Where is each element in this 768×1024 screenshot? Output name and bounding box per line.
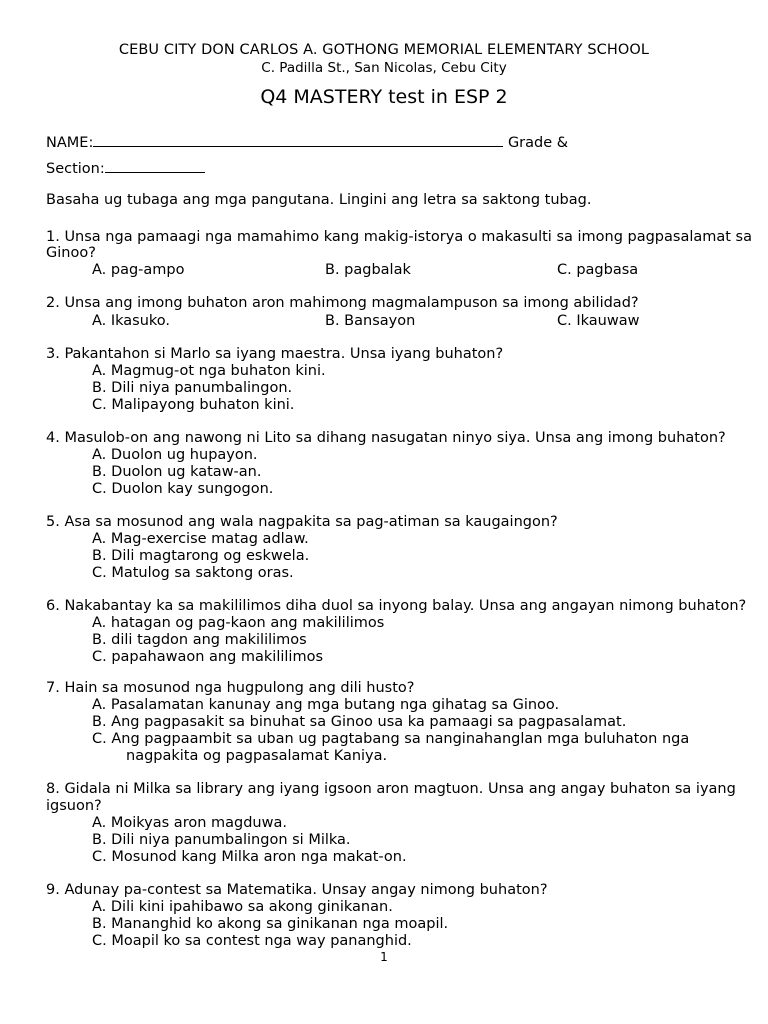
section-label: Section:: [46, 161, 105, 177]
question-5: 5. Asa sa mosunod ang wala nagpakita sa pag-atiman sa kaugaingon?: [46, 514, 558, 530]
q7-option-c-cont: nagpakita og pagpasalamat Kaniya.: [126, 748, 388, 764]
question-8: 8. Gidala ni Milka sa library ang iyang igsoon aron magtuon. Unsa ang angay buhaton sa iyang: [46, 781, 736, 797]
q5-option-c[interactable]: C. Matulog sa saktong oras.: [92, 565, 294, 581]
q2-option-b[interactable]: B. Bansayon: [325, 313, 416, 329]
school-address: C. Padilla St., San Nicolas, Cebu City: [261, 60, 507, 76]
q1-option-b[interactable]: B. pagbalak: [325, 262, 411, 278]
q9-option-c[interactable]: C. Moapil ko sa contest nga way pananghid.: [92, 933, 412, 949]
question-1: 1. Unsa nga pamaagi nga mamahimo kang makig-istorya o makasulti sa imong pagpasalamat sa: [46, 229, 752, 245]
q6-option-a[interactable]: A. hatagan og pag-kaon ang makililimos: [92, 615, 385, 631]
q9-option-b[interactable]: B. Mananghid ko akong sa ginikanan nga moapil.: [92, 916, 449, 932]
q4-option-a[interactable]: A. Duolon ug hupayon.: [92, 447, 258, 463]
q6-option-b[interactable]: B. dili tagdon ang makililimos: [92, 632, 307, 648]
q3-option-c[interactable]: C. Malipayong buhaton kini.: [92, 397, 295, 413]
grade-label: Grade &: [507, 135, 569, 151]
q4-option-b[interactable]: B. Duolon ug kataw-an.: [92, 464, 262, 480]
q6-option-c[interactable]: C. papahawaon ang makililimos: [92, 649, 324, 665]
q7-option-b[interactable]: B. Ang pagpasakit sa binuhat sa Ginoo usa ka pamaagi sa pagpasalamat.: [92, 714, 627, 730]
section-line: [46, 158, 205, 177]
q4-option-c[interactable]: C. Duolon kay sungogon.: [92, 481, 274, 497]
school-name: CEBU CITY DON CARLOS A. GOTHONG MEMORIAL ELEMENTARY SCHOOL: [118, 42, 650, 58]
question-3: 3. Pakantahon si Marlo sa iyang maestra. Unsa iyang buhaton?: [46, 346, 504, 362]
section-blank[interactable]: [105, 158, 205, 173]
question-7: 7. Hain sa mosunod nga hugpulong ang dili husto?: [46, 680, 415, 696]
name-blank[interactable]: [93, 132, 503, 147]
question-4: 4. Masulob-on ang nawong ni Lito sa dihang nasugatan ninyo siya. Unsa ang imong buhaton?: [46, 430, 726, 446]
instructions: Basaha ug tubaga ang mga pangutana. Lingini ang letra sa saktong tubag.: [46, 192, 592, 208]
q7-option-c[interactable]: C. Ang pagpaambit sa uban ug pagtabang sa nanginahanglan mga buluhaton nga: [92, 731, 690, 747]
name-line: [46, 132, 568, 151]
name-label: NAME:: [46, 135, 94, 151]
q9-option-a[interactable]: A. Dili kini ipahibawo sa akong ginikanan.: [92, 899, 393, 915]
q5-option-a[interactable]: A. Mag-exercise matag adlaw.: [92, 531, 309, 547]
question-8-cont: igsuon?: [46, 798, 102, 814]
question-6: 6. Nakabantay ka sa makililimos diha duol sa inyong balay. Unsa ang angayan nimong buhaton?: [46, 598, 747, 614]
q8-option-b[interactable]: B. Dili niya panumbalingon si Milka.: [92, 832, 351, 848]
page-number: 1: [380, 950, 388, 964]
question-1-cont: Ginoo?: [46, 245, 96, 261]
q5-option-b[interactable]: B. Dili magtarong og eskwela.: [92, 548, 310, 564]
q8-option-c[interactable]: C. Mosunod kang Milka aron nga makat-on.: [92, 849, 407, 865]
q3-option-b[interactable]: B. Dili niya panumbalingon.: [92, 380, 293, 396]
q3-option-a[interactable]: A. Magmug-ot nga buhaton kini.: [92, 363, 326, 379]
q2-option-a[interactable]: A. Ikasuko.: [92, 313, 171, 329]
q8-option-a[interactable]: A. Moikyas aron magduwa.: [92, 815, 287, 831]
q7-option-a[interactable]: A. Pasalamatan kanunay ang mga butang nga gihatag sa Ginoo.: [92, 697, 560, 713]
question-2: 2. Unsa ang imong buhaton aron mahimong magmalampuson sa imong abilidad?: [46, 295, 639, 311]
q1-option-a[interactable]: A. pag-ampo: [92, 262, 185, 278]
question-9: 9. Adunay pa-contest sa Matematika. Unsay angay nimong buhaton?: [46, 882, 548, 898]
test-title: Q4 MASTERY test in ESP 2: [260, 86, 508, 108]
q1-option-c[interactable]: C. pagbasa: [557, 262, 639, 278]
q2-option-c[interactable]: C. Ikauwaw: [557, 313, 640, 329]
